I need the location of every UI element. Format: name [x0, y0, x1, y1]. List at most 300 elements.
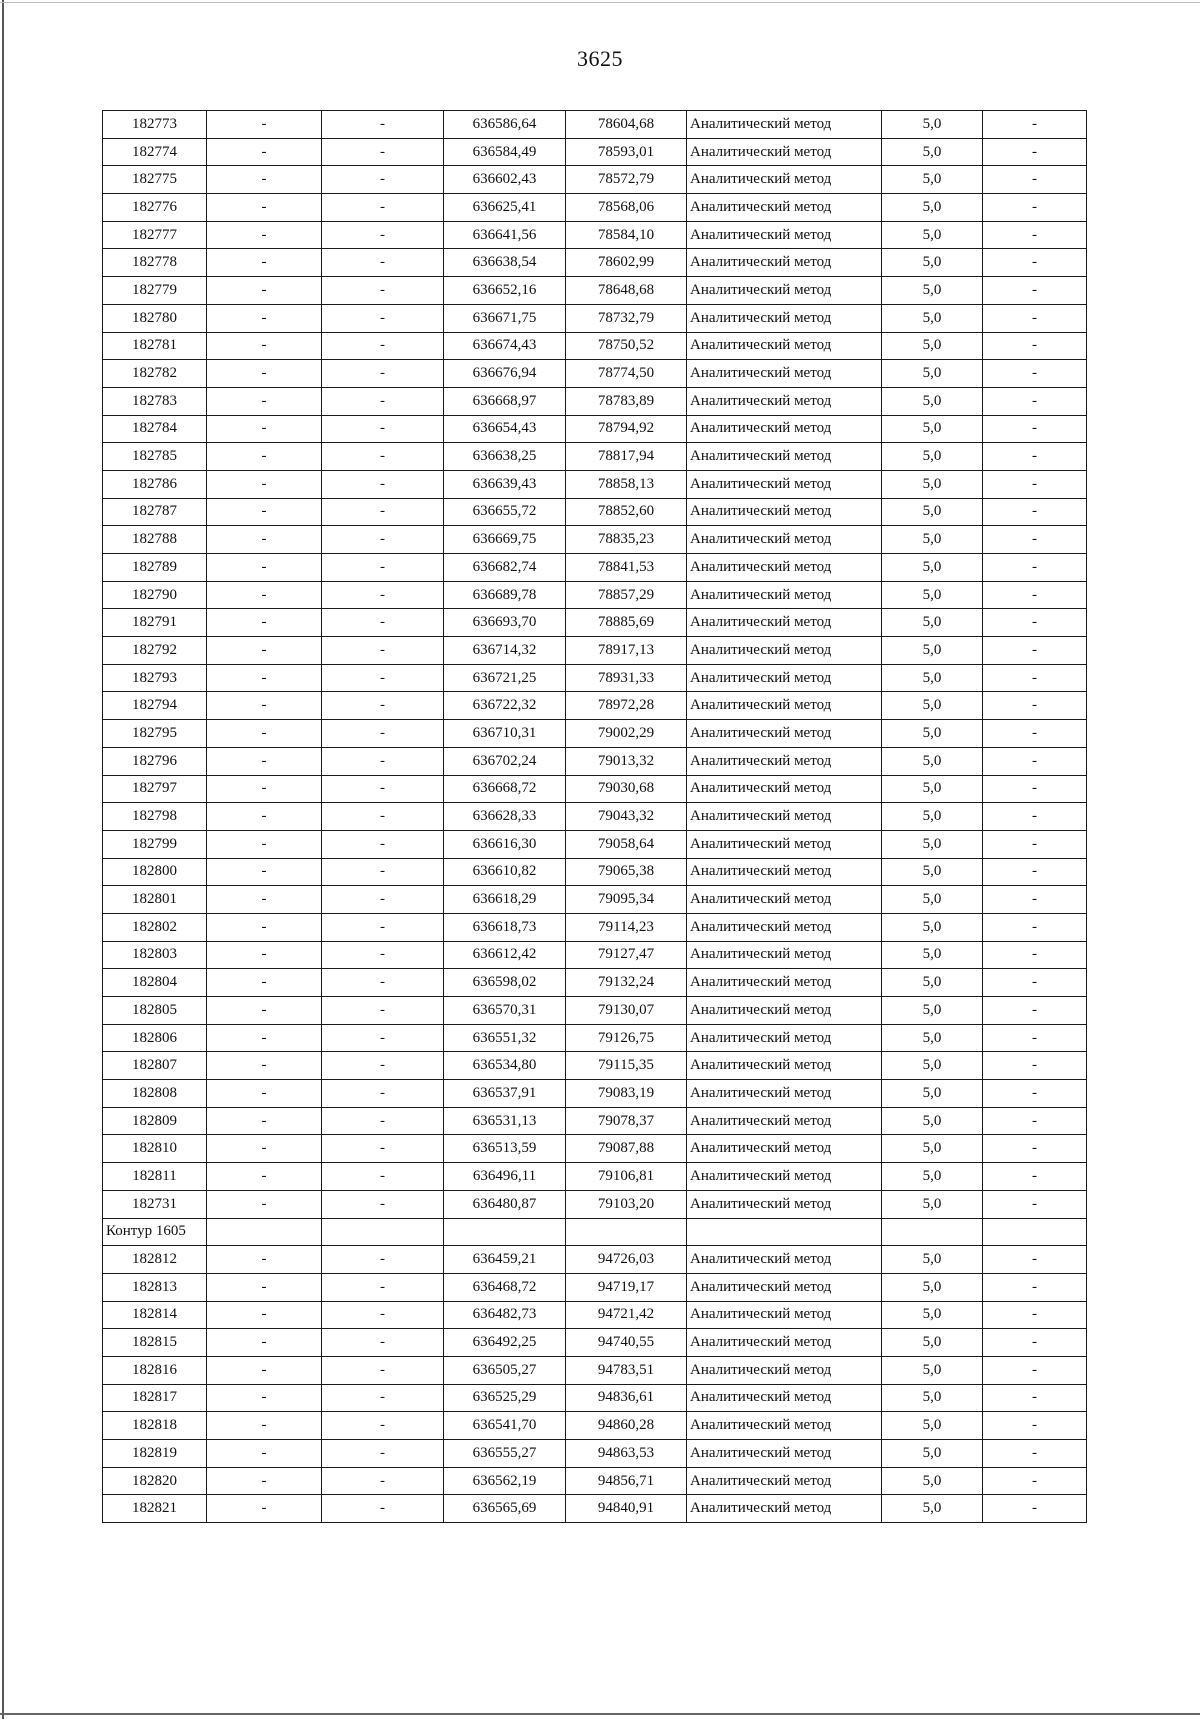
- column-3-cell: -: [322, 1495, 444, 1523]
- table-row: [103, 1384, 1087, 1412]
- y-coordinate-cell: 78602,99: [566, 249, 687, 277]
- y-coordinate-cell: 78783,89: [566, 387, 687, 415]
- column-3-cell: -: [322, 1080, 444, 1108]
- column-2-cell: -: [207, 775, 322, 803]
- column-3-cell: -: [322, 470, 444, 498]
- accuracy-cell: 5,0: [882, 886, 983, 914]
- column-8-cell: -: [983, 775, 1087, 803]
- table-row: [103, 1412, 1087, 1440]
- column-2-cell: -: [207, 886, 322, 914]
- table-row: [103, 526, 1087, 554]
- table-row: [103, 304, 1087, 332]
- column-8-cell: -: [983, 111, 1087, 139]
- accuracy-cell: 5,0: [882, 111, 983, 139]
- column-2-cell: -: [207, 747, 322, 775]
- accuracy-cell: 5,0: [882, 360, 983, 388]
- column-3-cell: -: [322, 830, 444, 858]
- x-coordinate-cell: 636525,29: [444, 1384, 566, 1412]
- method-cell: Аналитический метод: [687, 1273, 882, 1301]
- column-8-cell: -: [983, 443, 1087, 471]
- point-number-cell: 182731: [103, 1190, 207, 1218]
- table-row: [103, 360, 1087, 388]
- column-8-cell: -: [983, 913, 1087, 941]
- point-number-cell: 182784: [103, 415, 207, 443]
- x-coordinate-cell: 636570,31: [444, 997, 566, 1025]
- column-8-cell: -: [983, 1107, 1087, 1135]
- x-coordinate-cell: 636722,32: [444, 692, 566, 720]
- point-number-cell: 182778: [103, 249, 207, 277]
- method-cell: Аналитический метод: [687, 1495, 882, 1523]
- column-2-cell: -: [207, 1052, 322, 1080]
- method-cell: Аналитический метод: [687, 1107, 882, 1135]
- method-cell: Аналитический метод: [687, 775, 882, 803]
- column-3-cell: -: [322, 1107, 444, 1135]
- y-coordinate-cell: 78972,28: [566, 692, 687, 720]
- method-cell: Аналитический метод: [687, 637, 882, 665]
- accuracy-cell: 5,0: [882, 194, 983, 222]
- accuracy-cell: 5,0: [882, 1412, 983, 1440]
- y-coordinate-cell: 79087,88: [566, 1135, 687, 1163]
- point-number-cell: 182804: [103, 969, 207, 997]
- column-2-cell: -: [207, 526, 322, 554]
- y-coordinate-cell: 79114,23: [566, 913, 687, 941]
- method-cell: Аналитический метод: [687, 1135, 882, 1163]
- column-8-cell: -: [983, 526, 1087, 554]
- method-cell: Аналитический метод: [687, 304, 882, 332]
- accuracy-cell: 5,0: [882, 498, 983, 526]
- column-2-cell: -: [207, 1440, 322, 1468]
- accuracy-cell: 5,0: [882, 387, 983, 415]
- point-number-cell: 182797: [103, 775, 207, 803]
- point-number-cell: 182816: [103, 1356, 207, 1384]
- x-coordinate-cell: 636586,64: [444, 111, 566, 139]
- method-cell: Аналитический метод: [687, 1384, 882, 1412]
- x-coordinate-cell: 636618,73: [444, 913, 566, 941]
- method-cell: Аналитический метод: [687, 747, 882, 775]
- accuracy-cell: 5,0: [882, 609, 983, 637]
- table-row: [103, 249, 1087, 277]
- accuracy-cell: 5,0: [882, 997, 983, 1025]
- column-8-cell: -: [983, 138, 1087, 166]
- column-2-cell: -: [207, 1495, 322, 1523]
- accuracy-cell: 5,0: [882, 1024, 983, 1052]
- x-coordinate-cell: 636468,72: [444, 1273, 566, 1301]
- method-cell: Аналитический метод: [687, 886, 882, 914]
- accuracy-cell: 5,0: [882, 858, 983, 886]
- method-cell: Аналитический метод: [687, 1052, 882, 1080]
- point-number-cell: 182814: [103, 1301, 207, 1329]
- column-8-cell: -: [983, 360, 1087, 388]
- column-2-cell: -: [207, 830, 322, 858]
- y-coordinate-cell: 94740,55: [566, 1329, 687, 1357]
- column-3-cell: -: [322, 111, 444, 139]
- y-coordinate-cell: 78817,94: [566, 443, 687, 471]
- method-cell: Аналитический метод: [687, 803, 882, 831]
- column-8-cell: -: [983, 1024, 1087, 1052]
- x-coordinate-cell: 636492,25: [444, 1329, 566, 1357]
- column-8-cell: -: [983, 1356, 1087, 1384]
- point-number-cell: 182773: [103, 111, 207, 139]
- y-coordinate-cell: 78917,13: [566, 637, 687, 665]
- y-coordinate-cell: 79083,19: [566, 1080, 687, 1108]
- section-label: Контур 1605: [103, 1218, 207, 1246]
- method-cell: Аналитический метод: [687, 1246, 882, 1274]
- column-3-cell: -: [322, 1356, 444, 1384]
- column-3-cell: -: [322, 720, 444, 748]
- column-2-cell: -: [207, 470, 322, 498]
- table-row: [103, 969, 1087, 997]
- y-coordinate-cell: 78593,01: [566, 138, 687, 166]
- column-2-cell: -: [207, 637, 322, 665]
- accuracy-cell: 5,0: [882, 1107, 983, 1135]
- x-coordinate-cell: 636655,72: [444, 498, 566, 526]
- table-row: [103, 609, 1087, 637]
- method-cell: Аналитический метод: [687, 720, 882, 748]
- y-coordinate-cell: 78841,53: [566, 554, 687, 582]
- column-8-cell: -: [983, 886, 1087, 914]
- point-number-cell: 182783: [103, 387, 207, 415]
- coordinates-table: [102, 110, 1087, 1523]
- table-row: [103, 554, 1087, 582]
- accuracy-cell: 5,0: [882, 664, 983, 692]
- x-coordinate-cell: 636618,29: [444, 886, 566, 914]
- x-coordinate-cell: 636641,56: [444, 221, 566, 249]
- column-2-cell: -: [207, 166, 322, 194]
- accuracy-cell: 5,0: [882, 775, 983, 803]
- y-coordinate-cell: 79106,81: [566, 1163, 687, 1191]
- accuracy-cell: 5,0: [882, 138, 983, 166]
- point-number-cell: 182791: [103, 609, 207, 637]
- column-8-cell: -: [983, 1384, 1087, 1412]
- x-coordinate-cell: 636714,32: [444, 637, 566, 665]
- column-3-cell: -: [322, 277, 444, 305]
- column-8-cell: -: [983, 1190, 1087, 1218]
- y-coordinate-cell: 78931,33: [566, 664, 687, 692]
- x-coordinate-cell: 636668,97: [444, 387, 566, 415]
- method-cell: Аналитический метод: [687, 194, 882, 222]
- y-coordinate-cell: 79030,68: [566, 775, 687, 803]
- x-coordinate-cell: 636674,43: [444, 332, 566, 360]
- table-row: [103, 1356, 1087, 1384]
- point-number-cell: 182794: [103, 692, 207, 720]
- column-2-cell: -: [207, 360, 322, 388]
- table-row: [103, 637, 1087, 665]
- column-2-cell: -: [207, 1080, 322, 1108]
- y-coordinate-cell: 79043,32: [566, 803, 687, 831]
- method-cell: Аналитический метод: [687, 277, 882, 305]
- point-number-cell: 182789: [103, 554, 207, 582]
- column-2-cell: -: [207, 941, 322, 969]
- method-cell: Аналитический метод: [687, 221, 882, 249]
- x-coordinate-cell: 636610,82: [444, 858, 566, 886]
- column-3-cell: -: [322, 1190, 444, 1218]
- column-8-cell: -: [983, 498, 1087, 526]
- column-3-cell: -: [322, 554, 444, 582]
- table-row: [103, 387, 1087, 415]
- x-coordinate-cell: 636531,13: [444, 1107, 566, 1135]
- column-3-cell: -: [322, 969, 444, 997]
- column-3-cell: -: [322, 1135, 444, 1163]
- column-8-cell: -: [983, 304, 1087, 332]
- column-2-cell: -: [207, 581, 322, 609]
- point-number-cell: 182807: [103, 1052, 207, 1080]
- column-8-cell: -: [983, 249, 1087, 277]
- y-coordinate-cell: 78732,79: [566, 304, 687, 332]
- y-coordinate-cell: 78794,92: [566, 415, 687, 443]
- point-number-cell: 182813: [103, 1273, 207, 1301]
- method-cell: Аналитический метод: [687, 387, 882, 415]
- method-cell: Аналитический метод: [687, 111, 882, 139]
- method-cell: Аналитический метод: [687, 138, 882, 166]
- y-coordinate-cell: 79078,37: [566, 1107, 687, 1135]
- column-2-cell: -: [207, 720, 322, 748]
- column-2-cell: -: [207, 1412, 322, 1440]
- x-coordinate-cell: 636669,75: [444, 526, 566, 554]
- column-2-cell: -: [207, 138, 322, 166]
- y-coordinate-cell: 78604,68: [566, 111, 687, 139]
- column-3-cell: -: [322, 221, 444, 249]
- table-row: [103, 111, 1087, 139]
- column-2-cell: -: [207, 1190, 322, 1218]
- x-coordinate-cell: 636654,43: [444, 415, 566, 443]
- column-8-cell: -: [983, 1080, 1087, 1108]
- x-coordinate-cell: 636602,43: [444, 166, 566, 194]
- column-2-cell: -: [207, 1356, 322, 1384]
- accuracy-cell: 5,0: [882, 166, 983, 194]
- column-3-cell: -: [322, 1052, 444, 1080]
- point-number-cell: 182776: [103, 194, 207, 222]
- column-8-cell: -: [983, 1467, 1087, 1495]
- column-3-cell: -: [322, 1024, 444, 1052]
- x-coordinate-cell: 636625,41: [444, 194, 566, 222]
- column-8-cell: -: [983, 470, 1087, 498]
- y-coordinate-cell: 94863,53: [566, 1440, 687, 1468]
- column-3-cell: -: [322, 775, 444, 803]
- column-2-cell: -: [207, 913, 322, 941]
- column-2-cell: -: [207, 1024, 322, 1052]
- scan-edge-top: [0, 2, 1200, 3]
- table-row: [103, 1495, 1087, 1523]
- column-2-cell: -: [207, 277, 322, 305]
- method-cell: Аналитический метод: [687, 332, 882, 360]
- method-cell: Аналитический метод: [687, 664, 882, 692]
- section-row: [103, 1218, 1087, 1246]
- y-coordinate-cell: 78858,13: [566, 470, 687, 498]
- x-coordinate-cell: 636505,27: [444, 1356, 566, 1384]
- column-8-cell: -: [983, 803, 1087, 831]
- accuracy-cell: 5,0: [882, 969, 983, 997]
- method-cell: Аналитический метод: [687, 249, 882, 277]
- table-row: [103, 858, 1087, 886]
- page-number: 3625: [577, 46, 623, 71]
- column-8-cell: -: [983, 1052, 1087, 1080]
- column-8-cell: -: [983, 1273, 1087, 1301]
- column-8-cell: -: [983, 720, 1087, 748]
- point-number-cell: 182803: [103, 941, 207, 969]
- column-2-cell: -: [207, 858, 322, 886]
- accuracy-cell: 5,0: [882, 221, 983, 249]
- y-coordinate-cell: 94860,28: [566, 1412, 687, 1440]
- table-row: [103, 221, 1087, 249]
- point-number-cell: 182806: [103, 1024, 207, 1052]
- point-number-cell: 182795: [103, 720, 207, 748]
- column-3-cell: -: [322, 997, 444, 1025]
- table-row: [103, 443, 1087, 471]
- column-3-cell: -: [322, 415, 444, 443]
- point-number-cell: 182808: [103, 1080, 207, 1108]
- method-cell: Аналитический метод: [687, 1467, 882, 1495]
- table-row: [103, 138, 1087, 166]
- point-number-cell: 182781: [103, 332, 207, 360]
- x-coordinate-cell: 636693,70: [444, 609, 566, 637]
- x-coordinate-cell: 636639,43: [444, 470, 566, 498]
- point-number-cell: 182786: [103, 470, 207, 498]
- y-coordinate-cell: 94783,51: [566, 1356, 687, 1384]
- y-coordinate-cell: 78648,68: [566, 277, 687, 305]
- method-cell: Аналитический метод: [687, 941, 882, 969]
- point-number-cell: 182821: [103, 1495, 207, 1523]
- column-3-cell: -: [322, 1440, 444, 1468]
- column-2-cell: -: [207, 304, 322, 332]
- table-row: [103, 1440, 1087, 1468]
- y-coordinate-cell: 79126,75: [566, 1024, 687, 1052]
- table-row: [103, 747, 1087, 775]
- x-coordinate-cell: 636537,91: [444, 1080, 566, 1108]
- method-cell: Аналитический метод: [687, 1163, 882, 1191]
- x-coordinate-cell: 636616,30: [444, 830, 566, 858]
- table-row: [103, 1052, 1087, 1080]
- accuracy-cell: 5,0: [882, 1301, 983, 1329]
- point-number-cell: 182798: [103, 803, 207, 831]
- table-row: [103, 1246, 1087, 1274]
- column-2-cell: -: [207, 1135, 322, 1163]
- accuracy-cell: 5,0: [882, 637, 983, 665]
- table-row: [103, 886, 1087, 914]
- x-coordinate-cell: 636584,49: [444, 138, 566, 166]
- method-cell: Аналитический метод: [687, 415, 882, 443]
- column-2-cell: -: [207, 415, 322, 443]
- column-2-cell: -: [207, 387, 322, 415]
- accuracy-cell: 5,0: [882, 913, 983, 941]
- y-coordinate-cell: 78568,06: [566, 194, 687, 222]
- column-3-cell: -: [322, 913, 444, 941]
- method-cell: Аналитический метод: [687, 581, 882, 609]
- point-number-cell: 182809: [103, 1107, 207, 1135]
- column-2-cell: -: [207, 1107, 322, 1135]
- column-8-cell: -: [983, 1163, 1087, 1191]
- accuracy-cell: 5,0: [882, 581, 983, 609]
- column-8-cell: -: [983, 830, 1087, 858]
- coordinates-table-body: [103, 111, 1087, 1523]
- column-2-cell: -: [207, 249, 322, 277]
- point-number-cell: 182788: [103, 526, 207, 554]
- column-8-cell: -: [983, 1495, 1087, 1523]
- x-coordinate-cell: 636513,59: [444, 1135, 566, 1163]
- column-8-cell: -: [983, 637, 1087, 665]
- column-8-cell: -: [983, 1440, 1087, 1468]
- table-row: [103, 1273, 1087, 1301]
- column-8-cell: -: [983, 941, 1087, 969]
- y-coordinate-cell: 79058,64: [566, 830, 687, 858]
- column-2-cell: -: [207, 498, 322, 526]
- point-number-cell: 182796: [103, 747, 207, 775]
- table-row: [103, 277, 1087, 305]
- x-coordinate-cell: 636459,21: [444, 1246, 566, 1274]
- y-coordinate-cell: 78885,69: [566, 609, 687, 637]
- column-3-cell: -: [322, 332, 444, 360]
- column-2-cell: -: [207, 111, 322, 139]
- y-coordinate-cell: 94726,03: [566, 1246, 687, 1274]
- point-number-cell: 182810: [103, 1135, 207, 1163]
- accuracy-cell: 5,0: [882, 747, 983, 775]
- point-number-cell: 182792: [103, 637, 207, 665]
- accuracy-cell: 5,0: [882, 941, 983, 969]
- x-coordinate-cell: 636652,16: [444, 277, 566, 305]
- column-8-cell: -: [983, 1412, 1087, 1440]
- table-row: [103, 830, 1087, 858]
- accuracy-cell: 5,0: [882, 720, 983, 748]
- point-number-cell: 182817: [103, 1384, 207, 1412]
- accuracy-cell: 5,0: [882, 1329, 983, 1357]
- x-coordinate-cell: 636671,75: [444, 304, 566, 332]
- y-coordinate-cell: 79103,20: [566, 1190, 687, 1218]
- y-coordinate-cell: 78852,60: [566, 498, 687, 526]
- x-coordinate-cell: 636702,24: [444, 747, 566, 775]
- column-8-cell: -: [983, 664, 1087, 692]
- column-2-cell: -: [207, 664, 322, 692]
- column-2-cell: -: [207, 1301, 322, 1329]
- method-cell: Аналитический метод: [687, 1024, 882, 1052]
- x-coordinate-cell: 636598,02: [444, 969, 566, 997]
- table-row: [103, 997, 1087, 1025]
- method-cell: Аналитический метод: [687, 1190, 882, 1218]
- table-row: [103, 1107, 1087, 1135]
- column-3-cell: -: [322, 941, 444, 969]
- column-3-cell: -: [322, 886, 444, 914]
- table-row: [103, 332, 1087, 360]
- column-3-cell: -: [322, 194, 444, 222]
- empty-cell: [207, 1218, 322, 1246]
- y-coordinate-cell: 79095,34: [566, 886, 687, 914]
- x-coordinate-cell: 636689,78: [444, 581, 566, 609]
- y-coordinate-cell: 79065,38: [566, 858, 687, 886]
- y-coordinate-cell: 78835,23: [566, 526, 687, 554]
- x-coordinate-cell: 636676,94: [444, 360, 566, 388]
- point-number-cell: 182785: [103, 443, 207, 471]
- point-number-cell: 182820: [103, 1467, 207, 1495]
- accuracy-cell: 5,0: [882, 1135, 983, 1163]
- column-2-cell: -: [207, 554, 322, 582]
- column-3-cell: -: [322, 692, 444, 720]
- x-coordinate-cell: 636562,19: [444, 1467, 566, 1495]
- column-3-cell: -: [322, 1273, 444, 1301]
- column-8-cell: -: [983, 277, 1087, 305]
- accuracy-cell: 5,0: [882, 1440, 983, 1468]
- column-2-cell: -: [207, 1273, 322, 1301]
- x-coordinate-cell: 636628,33: [444, 803, 566, 831]
- column-3-cell: -: [322, 637, 444, 665]
- method-cell: Аналитический метод: [687, 1412, 882, 1440]
- x-coordinate-cell: 636721,25: [444, 664, 566, 692]
- table-row: [103, 1301, 1087, 1329]
- x-coordinate-cell: 636668,72: [444, 775, 566, 803]
- empty-cell: [882, 1218, 983, 1246]
- column-2-cell: -: [207, 443, 322, 471]
- table-row: [103, 581, 1087, 609]
- table-row: [103, 470, 1087, 498]
- x-coordinate-cell: 636555,27: [444, 1440, 566, 1468]
- y-coordinate-cell: 79132,24: [566, 969, 687, 997]
